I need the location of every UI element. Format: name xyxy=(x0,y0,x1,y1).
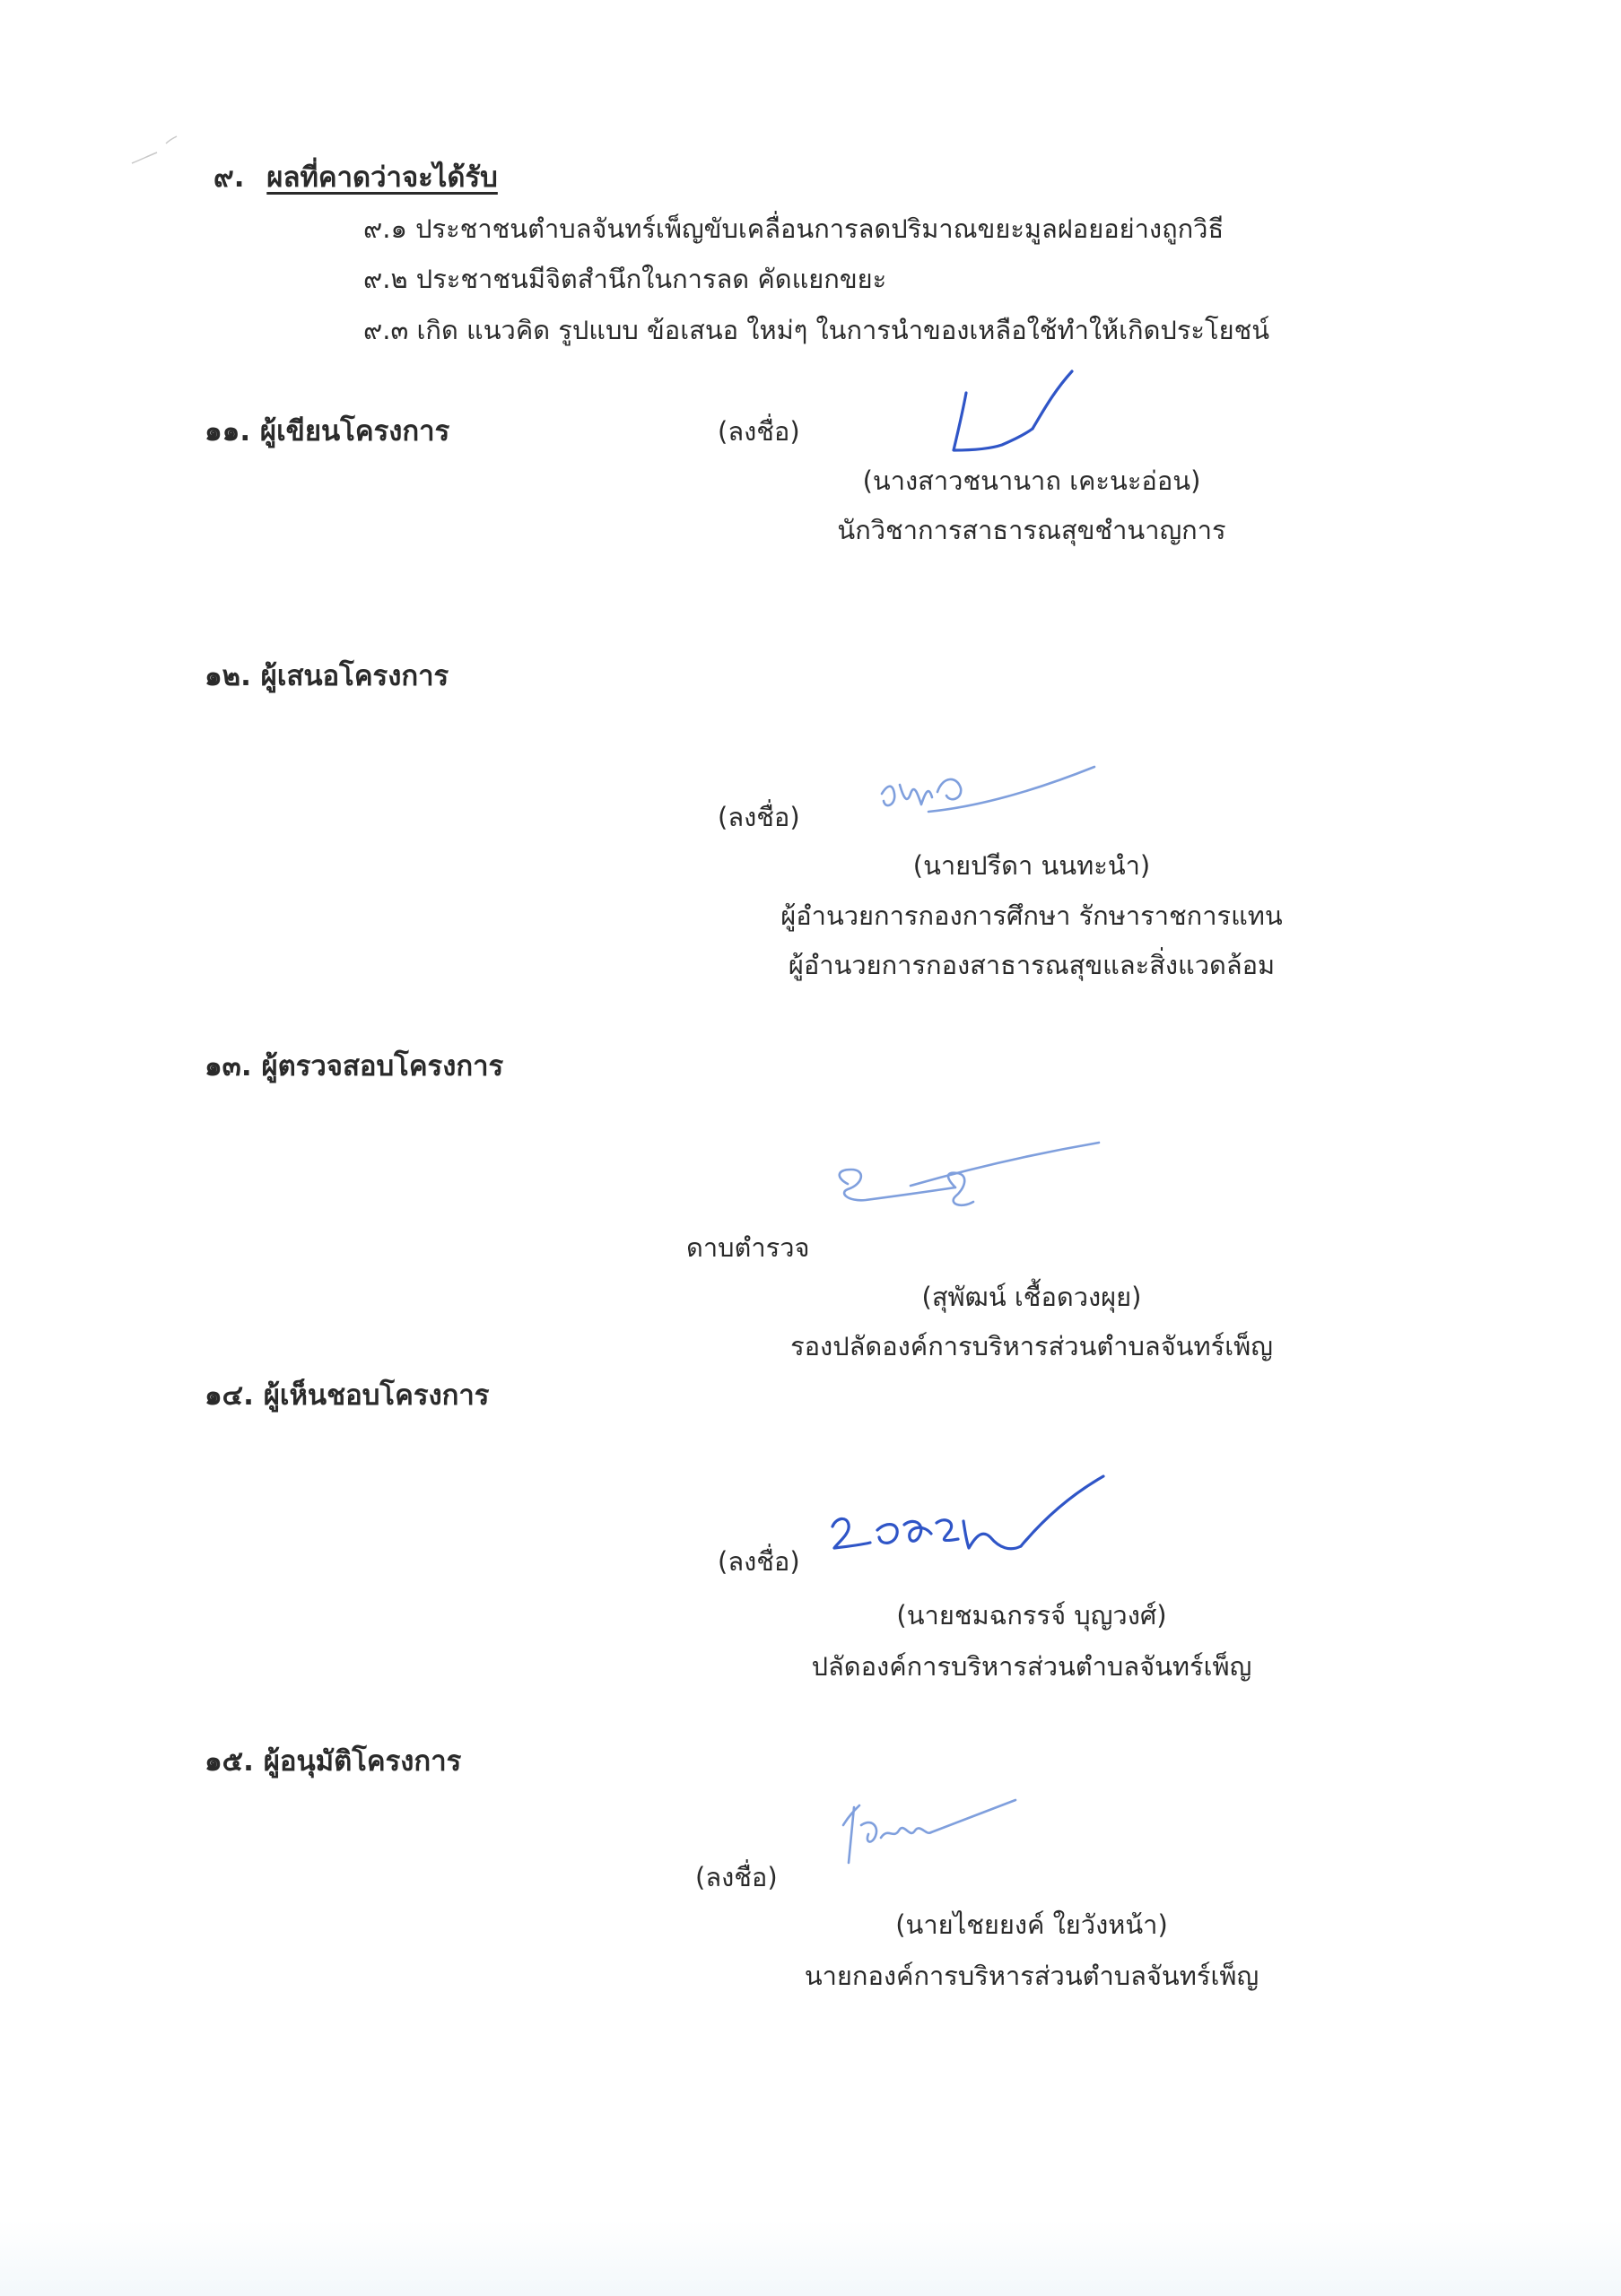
section9-title: ผลที่คาดว่าจะได้รับ xyxy=(266,161,498,194)
proposer-name: (นายปรีดา นนทะนำ) xyxy=(912,850,1151,881)
section9-item-2: ๙.๒ ประชาชนมีจิตสำนึกในการลด คัดแยกขยะ xyxy=(363,264,887,294)
section9-number: ๙. xyxy=(214,161,245,194)
proposer-signature xyxy=(875,758,1099,830)
section9-item-1: ๙.๑ ประชาชนตำบลจันทร์เพ็ญขับเคลื่อนการลดปริมาณขยะมูลฝอยอย่างถูกวิธี xyxy=(363,213,1224,244)
endorser-name: (นายชมฉกรรจ์ บุญวงศ์) xyxy=(896,1600,1167,1631)
endorser-position-1: ปลัดองค์การบริหารส่วนตำบลจันทร์เพ็ญ xyxy=(811,1651,1252,1682)
scan-edge-tint xyxy=(0,2220,1621,2296)
approver-signature xyxy=(825,1789,1023,1870)
proposer-position-2: ผู้อำนวยการกองสาธารณสุขและสิ่งแวดล้อม xyxy=(788,950,1276,980)
section9-heading xyxy=(214,154,498,199)
reviewer-signature xyxy=(821,1139,1108,1229)
reviewer-name: (สุพัฒน์ เชื้อดวงผุย) xyxy=(921,1282,1142,1312)
proposer-position-1: ผู้อำนวยการกองการศึกษา รักษาราชการแทน xyxy=(780,900,1283,931)
proposer-heading: ๑๒. ผู้เสนอโครงการ xyxy=(205,660,449,692)
writer-position-1: นักวิชาการสาธารณสุขชำนาญการ xyxy=(837,515,1226,545)
approver-heading: ๑๕. ผู้อนุมัติโครงการ xyxy=(205,1745,462,1778)
endorser-sign-label: (ลงชื่อ) xyxy=(718,1546,800,1577)
section9-item-3: ๙.๓ เกิด แนวคิด รูปแบบ ข้อเสนอ ใหม่ๆ ในการนำของเหลือใช้ทำให้เกิดประโยชน์ xyxy=(363,315,1270,345)
writer-sign-label: (ลงชื่อ) xyxy=(718,416,800,447)
proposer-sign-label: (ลงชื่อ) xyxy=(718,802,800,832)
approver-position-1: นายกองค์การบริหารส่วนตำบลจันทร์เพ็ญ xyxy=(804,1961,1259,1991)
reviewer-position-1: รองปลัดองค์การบริหารส่วนตำบลจันทร์เพ็ญ xyxy=(790,1331,1273,1361)
writer-name: (นางสาวชนานาถ เคะนะอ่อน) xyxy=(862,465,1201,496)
reviewer-heading: ๑๓. ผู้ตรวจสอบโครงการ xyxy=(205,1050,504,1083)
writer-signature xyxy=(946,368,1090,457)
writer-heading: ๑๑. ผู้เขียนโครงการ xyxy=(205,415,450,448)
scan-speck xyxy=(130,133,184,169)
approver-sign-label: (ลงชื่อ) xyxy=(695,1862,778,1892)
reviewer-rank-label: ดาบตำรวจ xyxy=(686,1232,810,1263)
endorser-heading: ๑๔. ผู้เห็นชอบโครงการ xyxy=(205,1379,490,1412)
approver-name: (นายไชยยงค์ ใยวังหน้า) xyxy=(895,1909,1168,1940)
endorser-signature xyxy=(824,1471,1111,1570)
